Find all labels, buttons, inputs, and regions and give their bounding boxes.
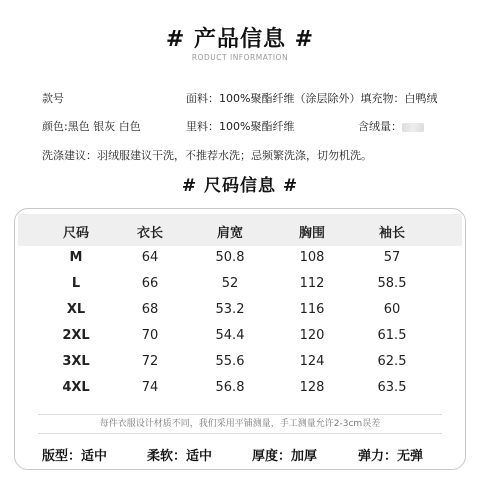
size-cell: 50.8 xyxy=(215,250,245,265)
size-cell: 108 xyxy=(299,250,325,265)
size-cell: 66 xyxy=(141,276,159,291)
size-table-header: 袖长 xyxy=(378,226,405,241)
size-cell: 120 xyxy=(299,328,325,343)
feature-label: 弹力： xyxy=(358,449,398,464)
size-label: M xyxy=(69,250,83,265)
down-content-label: 含绒量： xyxy=(358,120,402,133)
size-cell: 57 xyxy=(383,250,401,265)
size-table-header: 尺码 xyxy=(62,226,89,241)
size-cell: 112 xyxy=(299,276,325,291)
page-title: # 产品信息 # xyxy=(165,27,315,52)
size-cell: 74 xyxy=(141,380,159,395)
size-label: XL xyxy=(66,302,86,317)
size-cell: 52 xyxy=(221,276,239,291)
size-cell: 70 xyxy=(141,328,159,343)
size-cell: 124 xyxy=(299,354,325,369)
size-cell: 72 xyxy=(141,354,159,369)
blurred-value xyxy=(402,123,424,132)
feature-softness xyxy=(147,445,212,464)
size-cell: 60 xyxy=(383,302,401,317)
page-subtitle: RODUCT INFORMATION xyxy=(191,53,289,62)
fabric-info: 面料：100%聚酯纤维（涂层除外）填充物：白鸭绒 xyxy=(186,92,438,105)
feature-thickness xyxy=(252,445,317,464)
feature-label: 版型： xyxy=(42,449,82,464)
measurement-note: 每件衣服设计材质不同，我们采用平铺测量，手工测量允许2-3cm误差 xyxy=(38,414,442,434)
size-cell: 53.2 xyxy=(215,302,245,317)
size-cell: 58.5 xyxy=(377,276,407,291)
size-cell: 64 xyxy=(141,250,159,265)
size-label: 3XL xyxy=(62,354,90,369)
feature-label: 厚度： xyxy=(252,449,292,464)
size-label: 2XL xyxy=(62,328,90,343)
care-instructions: 洗涤建议：羽绒服建议干洗，不推荐水洗；忌频繁洗涤，切勿机洗。 xyxy=(42,149,372,162)
feature-value: 适中 xyxy=(186,449,213,464)
size-table-header: 衣长 xyxy=(136,226,163,241)
size-cell: 63.5 xyxy=(377,380,407,395)
style-number-label: 款号 xyxy=(42,92,64,105)
size-cell: 62.5 xyxy=(377,354,407,369)
feature-value: 无弹 xyxy=(397,449,424,464)
down-content-info xyxy=(358,118,424,134)
size-table-header: 胸围 xyxy=(298,226,325,241)
feature-fit xyxy=(42,445,107,464)
size-cell: 128 xyxy=(299,380,325,395)
feature-elasticity xyxy=(358,445,423,464)
size-cell: 68 xyxy=(141,302,159,317)
size-cell: 54.4 xyxy=(215,328,245,343)
feature-value: 加厚 xyxy=(291,449,318,464)
size-cell: 116 xyxy=(299,302,325,317)
lining-info: 里料：100%聚酯纤维 xyxy=(186,120,295,133)
size-cell: 55.6 xyxy=(215,354,245,369)
size-section-title: # 尺码信息 # xyxy=(181,176,299,196)
size-table-header: 肩宽 xyxy=(216,226,243,241)
size-label: L xyxy=(71,276,81,291)
feature-value: 适中 xyxy=(81,449,108,464)
colors-info: 颜色:黑色 银灰 白色 xyxy=(42,120,141,133)
size-label: 4XL xyxy=(62,380,90,395)
size-cell: 56.8 xyxy=(215,380,245,395)
feature-label: 柔软： xyxy=(147,449,187,464)
size-cell: 61.5 xyxy=(377,328,407,343)
